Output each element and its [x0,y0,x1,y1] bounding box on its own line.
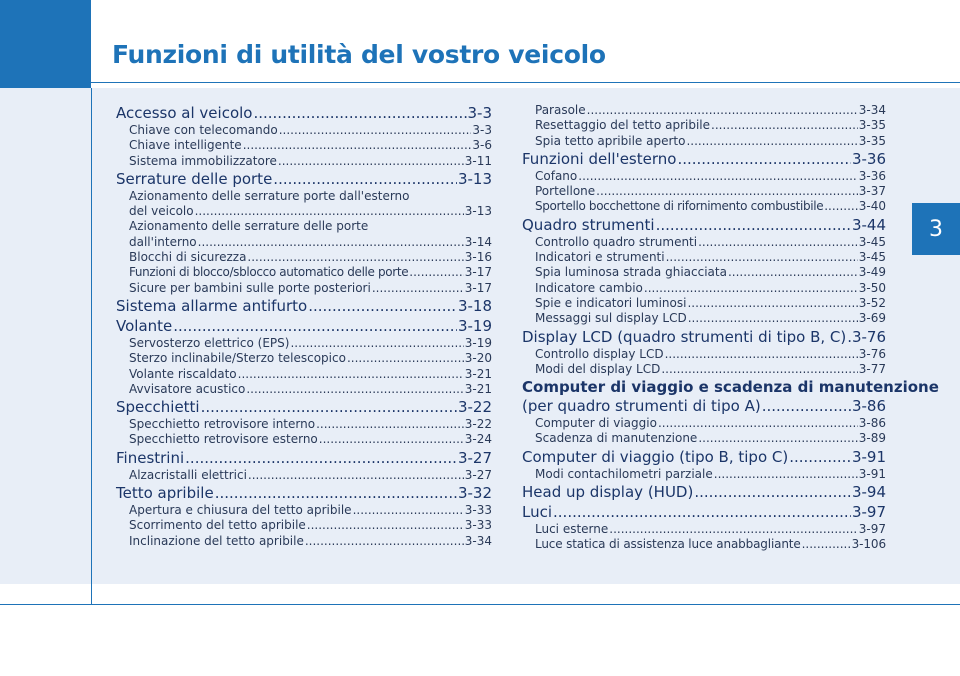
toc-dot-leader [666,250,858,265]
toc-dot-leader [658,416,858,431]
toc-entry-resettaggio-del-tetto-apribile[interactable] [522,118,886,133]
toc-page-number: 3-49 [858,265,886,280]
toc-entry-luci-esterne[interactable] [522,522,886,537]
toc-entry-label: Resettaggio del tetto apribile [535,118,711,133]
toc-entry-tetto-apribile[interactable] [116,484,492,503]
toc-entry-modi-del-display-lcd[interactable] [522,362,886,377]
page-title: Funzioni di utilità del vostro veicolo [112,40,606,69]
toc-dot-leader [215,484,457,503]
toc-entry-label: Finestrini [116,448,185,467]
toc-entry-sportello-bocchettone-di-rifornimento-combustibi[interactable] [522,199,886,214]
toc-dot-leader [694,483,851,502]
toc-entry-label: Indicatori e strumenti [535,250,665,265]
toc-page-number: 3-35 [858,118,886,133]
toc-entry-label: Funzioni di blocco/sblocco automatico delle porte [129,265,409,280]
toc-dot-leader [609,522,858,537]
toc-entry-specchietto-retrovisore-esterno[interactable] [116,432,492,447]
toc-page-number: 3-91 [858,466,886,481]
toc-dot-leader [677,150,851,169]
toc-dot-leader [173,317,457,336]
toc-page-number: 3-17 [464,265,492,280]
toc-entry-cofano[interactable] [522,169,886,184]
toc-dot-leader [279,123,472,138]
toc-entry-funzioni-dell-esterno[interactable] [522,150,886,169]
toc-page-number: 3-40 [858,199,886,214]
toc-column-right [522,103,939,553]
toc-entry-indicatore-cambio[interactable] [522,281,886,296]
toc-page-number: 3-27 [464,467,492,482]
title-rule [91,82,960,83]
toc-page-number: 3-52 [858,295,886,310]
toc-entry-label: Alzacristalli elettrici [129,467,247,482]
toc-page-number: 3-76 [858,346,886,361]
toc-entry-label: Specchietti [116,398,200,417]
toc-entry-label: Funzioni dell'esterno [522,149,677,168]
toc-column-left [116,103,492,549]
toc-dot-leader [596,184,858,199]
toc-dot-leader [665,347,858,362]
toc-entry-label: Tetto apribile [116,484,214,503]
toc-page-number: 3-33 [464,518,492,533]
toc-entry-label: Messaggi sul display LCD [535,311,687,326]
toc-entry-label: Apertura e chiusura del tetto apribile [129,503,352,518]
left-rule [91,88,92,604]
toc-entry-computer-di-viaggio-e-scadenza-di-manutenzione-p[interactable] [522,397,886,416]
toc-page-number: 3-35 [858,133,886,148]
toc-page-number: 3-17 [464,280,492,295]
toc-dot-leader [686,134,857,149]
toc-dot-leader [409,265,464,280]
toc-dot-leader [372,281,464,296]
toc-entry-luci[interactable] [522,503,886,522]
toc-dot-leader [247,250,463,265]
toc-page-number: 3-22 [457,398,492,417]
toc-page-number: 3-36 [851,149,886,168]
toc-dot-leader [762,397,851,416]
toc-entry-inclinazione-del-tetto-apribile[interactable] [116,534,492,549]
toc-entry-label: Luci esterne [535,522,609,537]
toc-dot-leader [656,216,851,235]
toc-dot-leader [290,336,463,351]
toc-dot-leader [711,118,858,133]
toc-page-number: 3-97 [858,522,886,537]
toc-page-number: 3-20 [464,351,492,366]
toc-page-number: 3-86 [858,416,886,431]
toc-entry-label: Modi del display LCD [535,361,661,376]
toc-entry-label: Modi contachilometri parziale [535,466,713,481]
toc-page-number: 3-36 [858,168,886,183]
toc-entry-line1[interactable]: Computer di viaggio e scadenza di manutenzione [522,378,939,397]
toc-entry-scorrimento-del-tetto-apribile[interactable] [116,518,492,533]
toc-entry-luce-statica-di-assistenza-luce-anabbagliante[interactable] [522,537,886,552]
toc-page-number: 3-13 [464,204,492,219]
toc-page-number: 3-22 [464,417,492,432]
toc-dot-leader [824,199,858,214]
toc-entry-accesso-al-veicolo[interactable] [116,104,492,123]
toc-dot-leader [698,431,857,446]
toc-page-number: 3-91 [851,447,886,466]
bottom-rule [0,604,960,605]
toc-dot-leader [316,417,464,432]
toc-entry-label: Computer di viaggio (tipo B, tipo C) [522,447,789,466]
toc-page-number: 3-97 [851,503,886,522]
toc-page-number: 3-14 [464,234,492,249]
toc-entry-label: Servosterzo elettrico (EPS) [129,335,290,350]
toc-entry-funzioni-di-blocco-sblocco-automatico-delle-port[interactable] [116,265,492,280]
toc-dot-leader [198,235,464,250]
toc-entry-blocchi-di-sicurezza[interactable] [116,250,492,265]
toc-dot-leader [273,170,457,189]
toc-entry-label: Inclinazione del tetto apribile [129,533,304,548]
toc-entry-label: Cofano [535,168,578,183]
toc-entry-controllo-display-lcd[interactable] [522,347,886,362]
toc-dot-leader [687,296,857,311]
toc-entry-volante[interactable] [116,317,492,336]
toc-dot-leader [253,104,466,123]
toc-page-number: 3-3 [472,123,492,137]
toc-page-number: 3-45 [858,250,886,265]
toc-dot-leader [308,297,457,316]
toc-entry-azionamento-delle-serrature-porte-dall-esterno-d[interactable] [116,204,492,219]
toc-entry-apertura-e-chiusura-del-tetto-apribile[interactable] [116,503,492,518]
toc-dot-leader [802,537,851,552]
toc-page-number: 3-19 [457,316,492,335]
toc-entry-servosterzo-elettrico-eps[interactable] [116,336,492,351]
toc-entry-label: Volante riscaldato [129,366,237,381]
toc-dot-leader [195,204,464,219]
toc-dot-leader [644,281,858,296]
toc-dot-leader [246,382,463,397]
toc-entry-label: Indicatore cambio [535,280,643,295]
toc-page-number: 3-94 [851,483,886,502]
toc-dot-leader [553,503,851,522]
toc-entry-display-lcd-quadro-strumenti-di-tipo-b-c[interactable] [522,328,886,347]
toc-page-number: 3-24 [464,432,492,447]
toc-entry-label: Spie e indicatori luminosi [535,295,687,310]
toc-page-number: 3-6 [472,138,492,153]
toc-entry-label: Luci [522,503,553,522]
toc-dot-leader [353,503,464,518]
toc-entry-spie-e-indicatori-luminosi[interactable] [522,296,886,311]
toc-dot-leader [661,362,857,377]
toc-entry-messaggi-sul-display-lcd[interactable] [522,311,886,326]
toc-entry-label: Display LCD (quadro strumenti di tipo B, C) [522,327,847,346]
toc-entry-sicure-per-bambini-sulle-porte-posteriori[interactable] [116,281,492,296]
toc-entry-sistema-immobilizzatore[interactable] [116,154,492,169]
toc-entry-spia-luminosa-strada-ghiacciata[interactable] [522,265,886,280]
toc-entry-serrature-delle-porte[interactable] [116,170,492,189]
toc-entry-label: Serrature delle porte [116,169,273,188]
toc-dot-leader [278,154,464,169]
toc-entry-sterzo-inclinabile-sterzo-telescopico[interactable] [116,351,492,366]
toc-entry-label: Scorrimento del tetto apribile [129,518,306,533]
toc-entry-label: Specchietto retrovisore esterno [129,432,318,447]
toc-dot-leader [688,311,858,326]
toc-entry-label: dall'interno [129,234,197,249]
toc-dot-leader [728,265,858,280]
toc-page-number: 3-50 [858,280,886,295]
toc-entry-line1[interactable]: Azionamento delle serrature porte dall'esterno [129,188,410,203]
toc-entry-label: del veicolo [129,204,194,219]
chapter-tab[interactable]: 3 [912,203,960,255]
toc-entry-label: Scadenza di manutenzione [535,431,698,446]
toc-entry-label: Sistema immobilizzatore [129,153,277,168]
toc-entry-specchietto-retrovisore-interno[interactable] [116,417,492,432]
toc-page-number: 3-76 [851,327,886,346]
toc-page-number: 3-69 [858,311,886,326]
corner-block [0,0,91,88]
toc-entry-parasole[interactable] [522,103,886,118]
toc-page-number: 3-37 [858,184,886,199]
toc-dot-leader [319,432,464,447]
toc-dot-leader [347,351,464,366]
toc-dot-leader [185,449,457,468]
toc-entry-quadro-strumenti[interactable] [522,216,886,235]
toc-page-number: 3-13 [457,169,492,188]
toc-dot-leader [238,367,464,382]
toc-page-number: 3-3 [467,104,492,122]
toc-entry-label: Blocchi di sicurezza [129,250,247,265]
toc-dot-leader [243,138,472,153]
toc-entry-label: (per quadro strumenti di tipo A) [522,397,761,416]
toc-page-number: 3-19 [464,335,492,350]
toc-entry-label: Parasole [535,103,586,117]
toc-entry-portellone[interactable] [522,184,886,199]
toc-entry-line1[interactable]: Azionamento delle serrature delle porte [129,219,369,234]
toc-dot-leader [248,468,464,483]
toc-page-number: 3-27 [457,448,492,467]
toc-dot-leader [714,467,858,482]
toc-entry-chiave-intelligente[interactable] [116,138,492,153]
toc-entry-label: Chiave intelligente [129,138,242,153]
toc-entry-label: Sistema allarme antifurto [116,296,308,315]
toc-entry-label: Spia tetto apribile aperto [535,133,686,148]
toc-page-number: 3-45 [858,234,886,249]
toc-entry-spia-tetto-apribile-aperto[interactable] [522,134,886,149]
toc-entry-modi-contachilometri-parziale[interactable] [522,467,886,482]
toc-page-number: 3-34 [464,533,492,548]
toc-page-number: 3-77 [858,361,886,376]
toc-page-number: 3-33 [464,503,492,518]
toc-dot-leader [587,103,858,118]
toc-entry-scadenza-di-manutenzione[interactable] [522,431,886,446]
toc-entry-chiave-con-telecomando[interactable] [116,123,492,138]
toc-entry-sistema-allarme-antifurto[interactable] [116,297,492,316]
toc-entry-label: Sportello bocchettone di rifornimento combustibile [535,199,824,214]
toc-entry-azionamento-delle-serrature-delle-porte-dall-int[interactable] [116,235,492,250]
toc-dot-leader [305,534,464,549]
toc-dot-leader [698,235,858,250]
toc-page-number: 3-32 [457,484,492,503]
toc-dot-leader [307,518,464,533]
toc-entry-head-up-display-hud[interactable] [522,483,886,502]
toc-entry-label: Controllo display LCD [535,346,664,361]
toc-entry-label: Sterzo inclinabile/Sterzo telescopico [129,351,346,366]
toc-page-number: 3-86 [851,397,886,416]
toc-page-number: 3-18 [457,296,492,315]
toc-entry-label: Computer di viaggio [535,416,657,431]
toc-page-number: 3-21 [464,366,492,381]
toc-page-number: 3-89 [858,431,886,446]
toc-entry-specchietti[interactable] [116,398,492,417]
toc-entry-controllo-quadro-strumenti[interactable] [522,235,886,250]
toc-entry-label: Sicure per bambini sulle porte posteriori [129,280,371,295]
toc-page-number: 3-11 [464,153,492,168]
toc-entry-label: Luce statica di assistenza luce anabbagliante [535,537,801,552]
toc-dot-leader [578,169,858,184]
toc-entry-label: Chiave con telecomando [129,123,278,137]
toc-entry-finestrini[interactable] [116,449,492,468]
toc-entry-label: Avvisatore acustico [129,381,246,396]
toc-page-number: 3-34 [858,103,886,117]
toc-page-number: 3-106 [851,537,886,552]
toc-entry-label: Controllo quadro strumenti [535,234,698,249]
toc-entry-label: Accesso al veicolo [116,104,253,122]
toc-entry-label: Head up display (HUD) [522,483,694,502]
toc-entry-label: Specchietto retrovisore interno [129,417,316,432]
toc-dot-leader [201,398,457,417]
toc-entry-label: Spia luminosa strada ghiacciata [535,265,727,280]
toc-page-number: 3-44 [851,215,886,234]
toc-page-number: 3-16 [464,250,492,265]
toc-entry-avvisatore-acustico[interactable] [116,382,492,397]
toc-entry-volante-riscaldato[interactable] [116,367,492,382]
toc-dot-leader [789,448,851,467]
toc-entry-computer-di-viaggio-tipo-b-tipo-c[interactable] [522,448,886,467]
toc-dot-leader [847,328,851,347]
toc-entry-alzacristalli-elettrici[interactable] [116,468,492,483]
toc-page-number: 3-21 [464,381,492,396]
toc-entry-label: Portellone [535,184,596,199]
toc-entry-indicatori-e-strumenti[interactable] [522,250,886,265]
toc-entry-computer-di-viaggio[interactable] [522,416,886,431]
toc-entry-label: Volante [116,316,173,335]
toc-entry-label: Quadro strumenti [522,215,655,234]
